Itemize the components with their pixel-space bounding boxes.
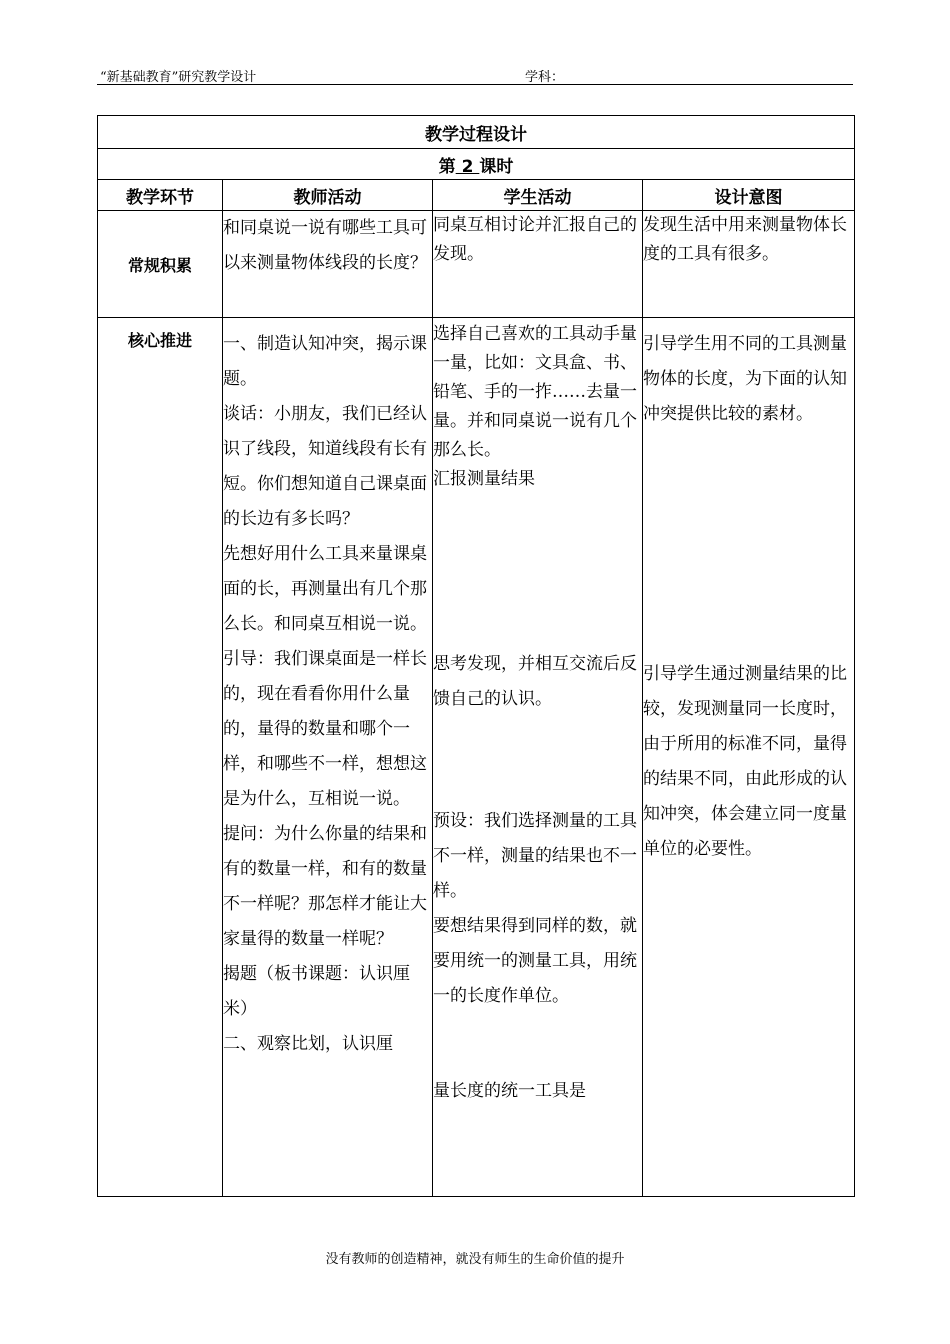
student-activity (433, 318, 643, 1197)
teacher-paragraph: 一、制造认知冲突，揭示课题。 (223, 334, 427, 389)
lesson-prefix: 第 (438, 156, 456, 177)
student-paragraph: 量长度的统一工具是 (433, 1081, 586, 1101)
student-paragraph: 要想结果得到同样的数，就要用统一的测量工具，用统一的长度作单位。 (433, 916, 637, 1006)
page-footer: 没有教师的创造精神，就没有师生的生命价值的提升 (325, 1252, 625, 1267)
teacher-paragraph: 二、观察比划，认识厘 (223, 1034, 393, 1054)
student-paragraph: 思考发现，并相互交流后反馈自己的认识。 (433, 654, 637, 709)
column-header-stage: 教学环节 (98, 180, 223, 211)
design-intent (643, 318, 855, 1197)
student-activity: 同桌互相讨论并汇报自己的发现。 (433, 211, 643, 318)
stage-label: 常规积累 (98, 211, 223, 318)
design-intent: 发现生活中用来测量物体长度的工具有很多。 (643, 211, 855, 318)
header-left: “新基础教育”研究教学设计 (100, 70, 257, 85)
student-paragraph: 预设：我们选择测量的工具不一样，测量的结果也不一样。 (433, 811, 637, 901)
teacher-paragraph: 引导：我们课桌面是一样长的，现在看看你用什么量的，量得的数量和哪个一样，和哪些不一样，想想这是为什么，互相说一说。 (223, 649, 427, 809)
teacher-activity (223, 318, 433, 1197)
column-header-teacher: 教师活动 (223, 180, 433, 211)
lesson-number: 2 (455, 156, 480, 177)
table-row (98, 211, 855, 318)
header-subject: 学科： (525, 70, 565, 85)
student-paragraph: 选择自己喜欢的工具动手量一量，比如：文具盒、书、铅笔、手的一拃……去量一量。并和同桌说一说有几个那么长。 (433, 324, 637, 460)
teacher-activity: 和同桌说一说有哪些工具可以来测量物体线段的长度？ (223, 211, 433, 318)
intent-paragraph: 引导学生用不同的工具测量物体的长度，为下面的认知冲突提供比较的素材。 (643, 334, 847, 424)
teacher-paragraph: 先想好用什么工具来量课桌面的长，再测量出有几个那么长。和同桌互相说一说。 (223, 544, 427, 634)
table-title: 教学过程设计 (98, 116, 855, 149)
teacher-paragraph: 提问：为什么你量的结果和有的数量一样，和有的数量不一样呢？那怎样才能让大家量得的数量一样呢？ (223, 824, 427, 949)
column-header-intent: 设计意图 (643, 180, 855, 211)
column-header-student: 学生活动 (433, 180, 643, 211)
stage-label: 核心推进 (98, 318, 223, 1197)
lesson-plan-table (97, 115, 855, 1197)
teacher-paragraph: 谈话：小朋友，我们已经认识了线段，知道线段有长有短。你们想知道自己课桌面的长边有多长吗？ (223, 404, 427, 529)
intent-paragraph: 引导学生通过测量结果的比较，发现测量同一长度时，由于所用的标准不同，量得的结果不同，由此形成的认知冲突，体会建立同一度量单位的必要性。 (643, 664, 847, 859)
header-divider (97, 84, 853, 85)
teacher-paragraph: 揭题（板书课题：认识厘米） (223, 964, 410, 1019)
student-paragraph: 汇报测量结果 (433, 469, 535, 489)
lesson-period (98, 149, 855, 180)
table-row (98, 318, 855, 1197)
lesson-suffix: 课时 (479, 156, 514, 177)
